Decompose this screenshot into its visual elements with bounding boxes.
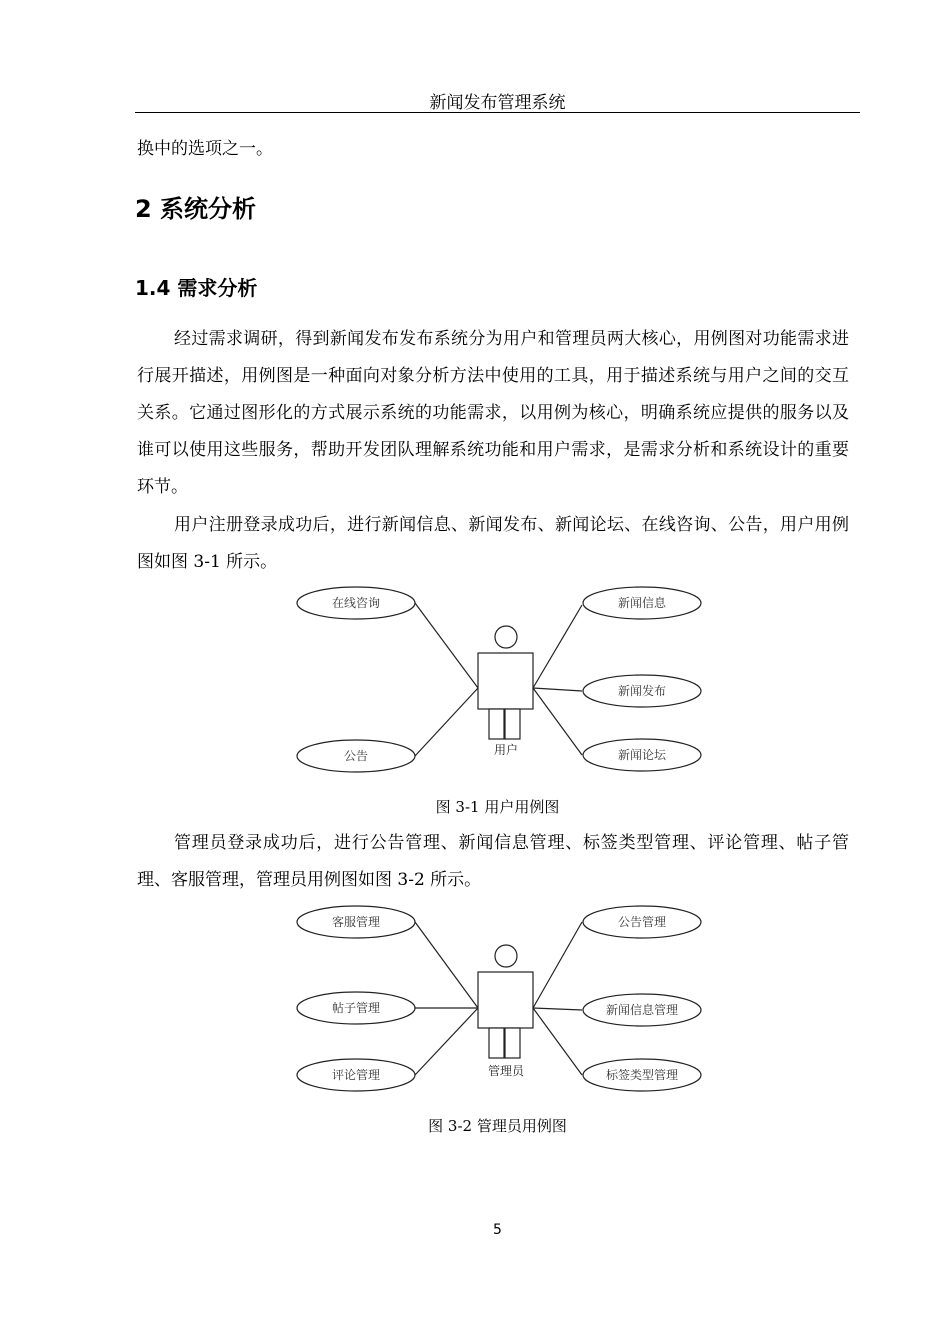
use-case-label: 新闻发布 xyxy=(617,684,667,698)
actor-head xyxy=(495,945,517,967)
use-case-label: 新闻论坛 xyxy=(617,748,667,762)
use-case-label: 标签类型管理 xyxy=(605,1068,679,1082)
actor-left-leg xyxy=(489,1028,504,1058)
figure-3-1-caption: 图 3-1 用户用例图 xyxy=(435,798,560,816)
actor-label: 管理员 xyxy=(487,1064,525,1078)
paragraph-admin-intro: 管理员登录成功后，进行公告管理、新闻信息管理、标签类型管理、评论管理、帖子管理、客服管理，管理员用例图如图 3-2 所示。 xyxy=(137,833,849,890)
actor-head xyxy=(495,626,517,648)
use-case-label: 公告管理 xyxy=(617,915,667,929)
use-case-label: 评论管理 xyxy=(331,1068,381,1082)
page-number: 5 xyxy=(493,1222,502,1238)
actor-body xyxy=(478,653,533,709)
use-case-label: 在线咨询 xyxy=(331,596,381,610)
admin-use-case-diagram xyxy=(290,902,710,1102)
actor-label: 用户 xyxy=(493,743,519,757)
use-case-label: 新闻信息管理 xyxy=(605,1003,679,1017)
subsection-heading: 1.4 需求分析 xyxy=(135,276,258,300)
actor-right-leg xyxy=(505,1028,520,1058)
section-heading: 2 系统分析 xyxy=(135,195,257,223)
use-case-label: 客服管理 xyxy=(331,915,381,929)
stick-actor xyxy=(478,626,533,739)
paragraph-requirements: 经过需求调研，得到新闻发布发布系统分为用户和管理员两大核心，用例图对功能需求进行展开描述，用例图是一种面向对象分析方法中使用的工具，用于描述系统与用户之间的交互关系。它通过图形化的方式展示系统的功能需求，以用例为核心，明确系统应提供的服务以及谁可以使用这些服务，帮助开发团队理解系统功能和用户需求，是需求分析和系统设计的重要环节。 xyxy=(137,329,849,497)
actor-left-leg xyxy=(489,709,504,739)
user-use-case-diagram xyxy=(290,583,710,783)
use-case-label: 帖子管理 xyxy=(331,1001,381,1015)
paragraph-user-intro: 用户注册登录成功后，进行新闻信息、新闻发布、新闻论坛、在线咨询、公告，用户用例图如图 3-1 所示。 xyxy=(137,515,849,572)
header-rule xyxy=(135,112,860,113)
continuation-text: 换中的选项之一。 xyxy=(137,139,273,159)
running-header: 新闻发布管理系统 xyxy=(429,93,566,113)
figure-3-2-caption: 图 3-2 管理员用例图 xyxy=(428,1117,567,1135)
actor-body xyxy=(478,972,533,1028)
stick-actor xyxy=(478,945,533,1058)
use-case-label: 新闻信息 xyxy=(617,596,667,610)
use-case-label: 公告 xyxy=(343,749,369,763)
actor-right-leg xyxy=(505,709,520,739)
